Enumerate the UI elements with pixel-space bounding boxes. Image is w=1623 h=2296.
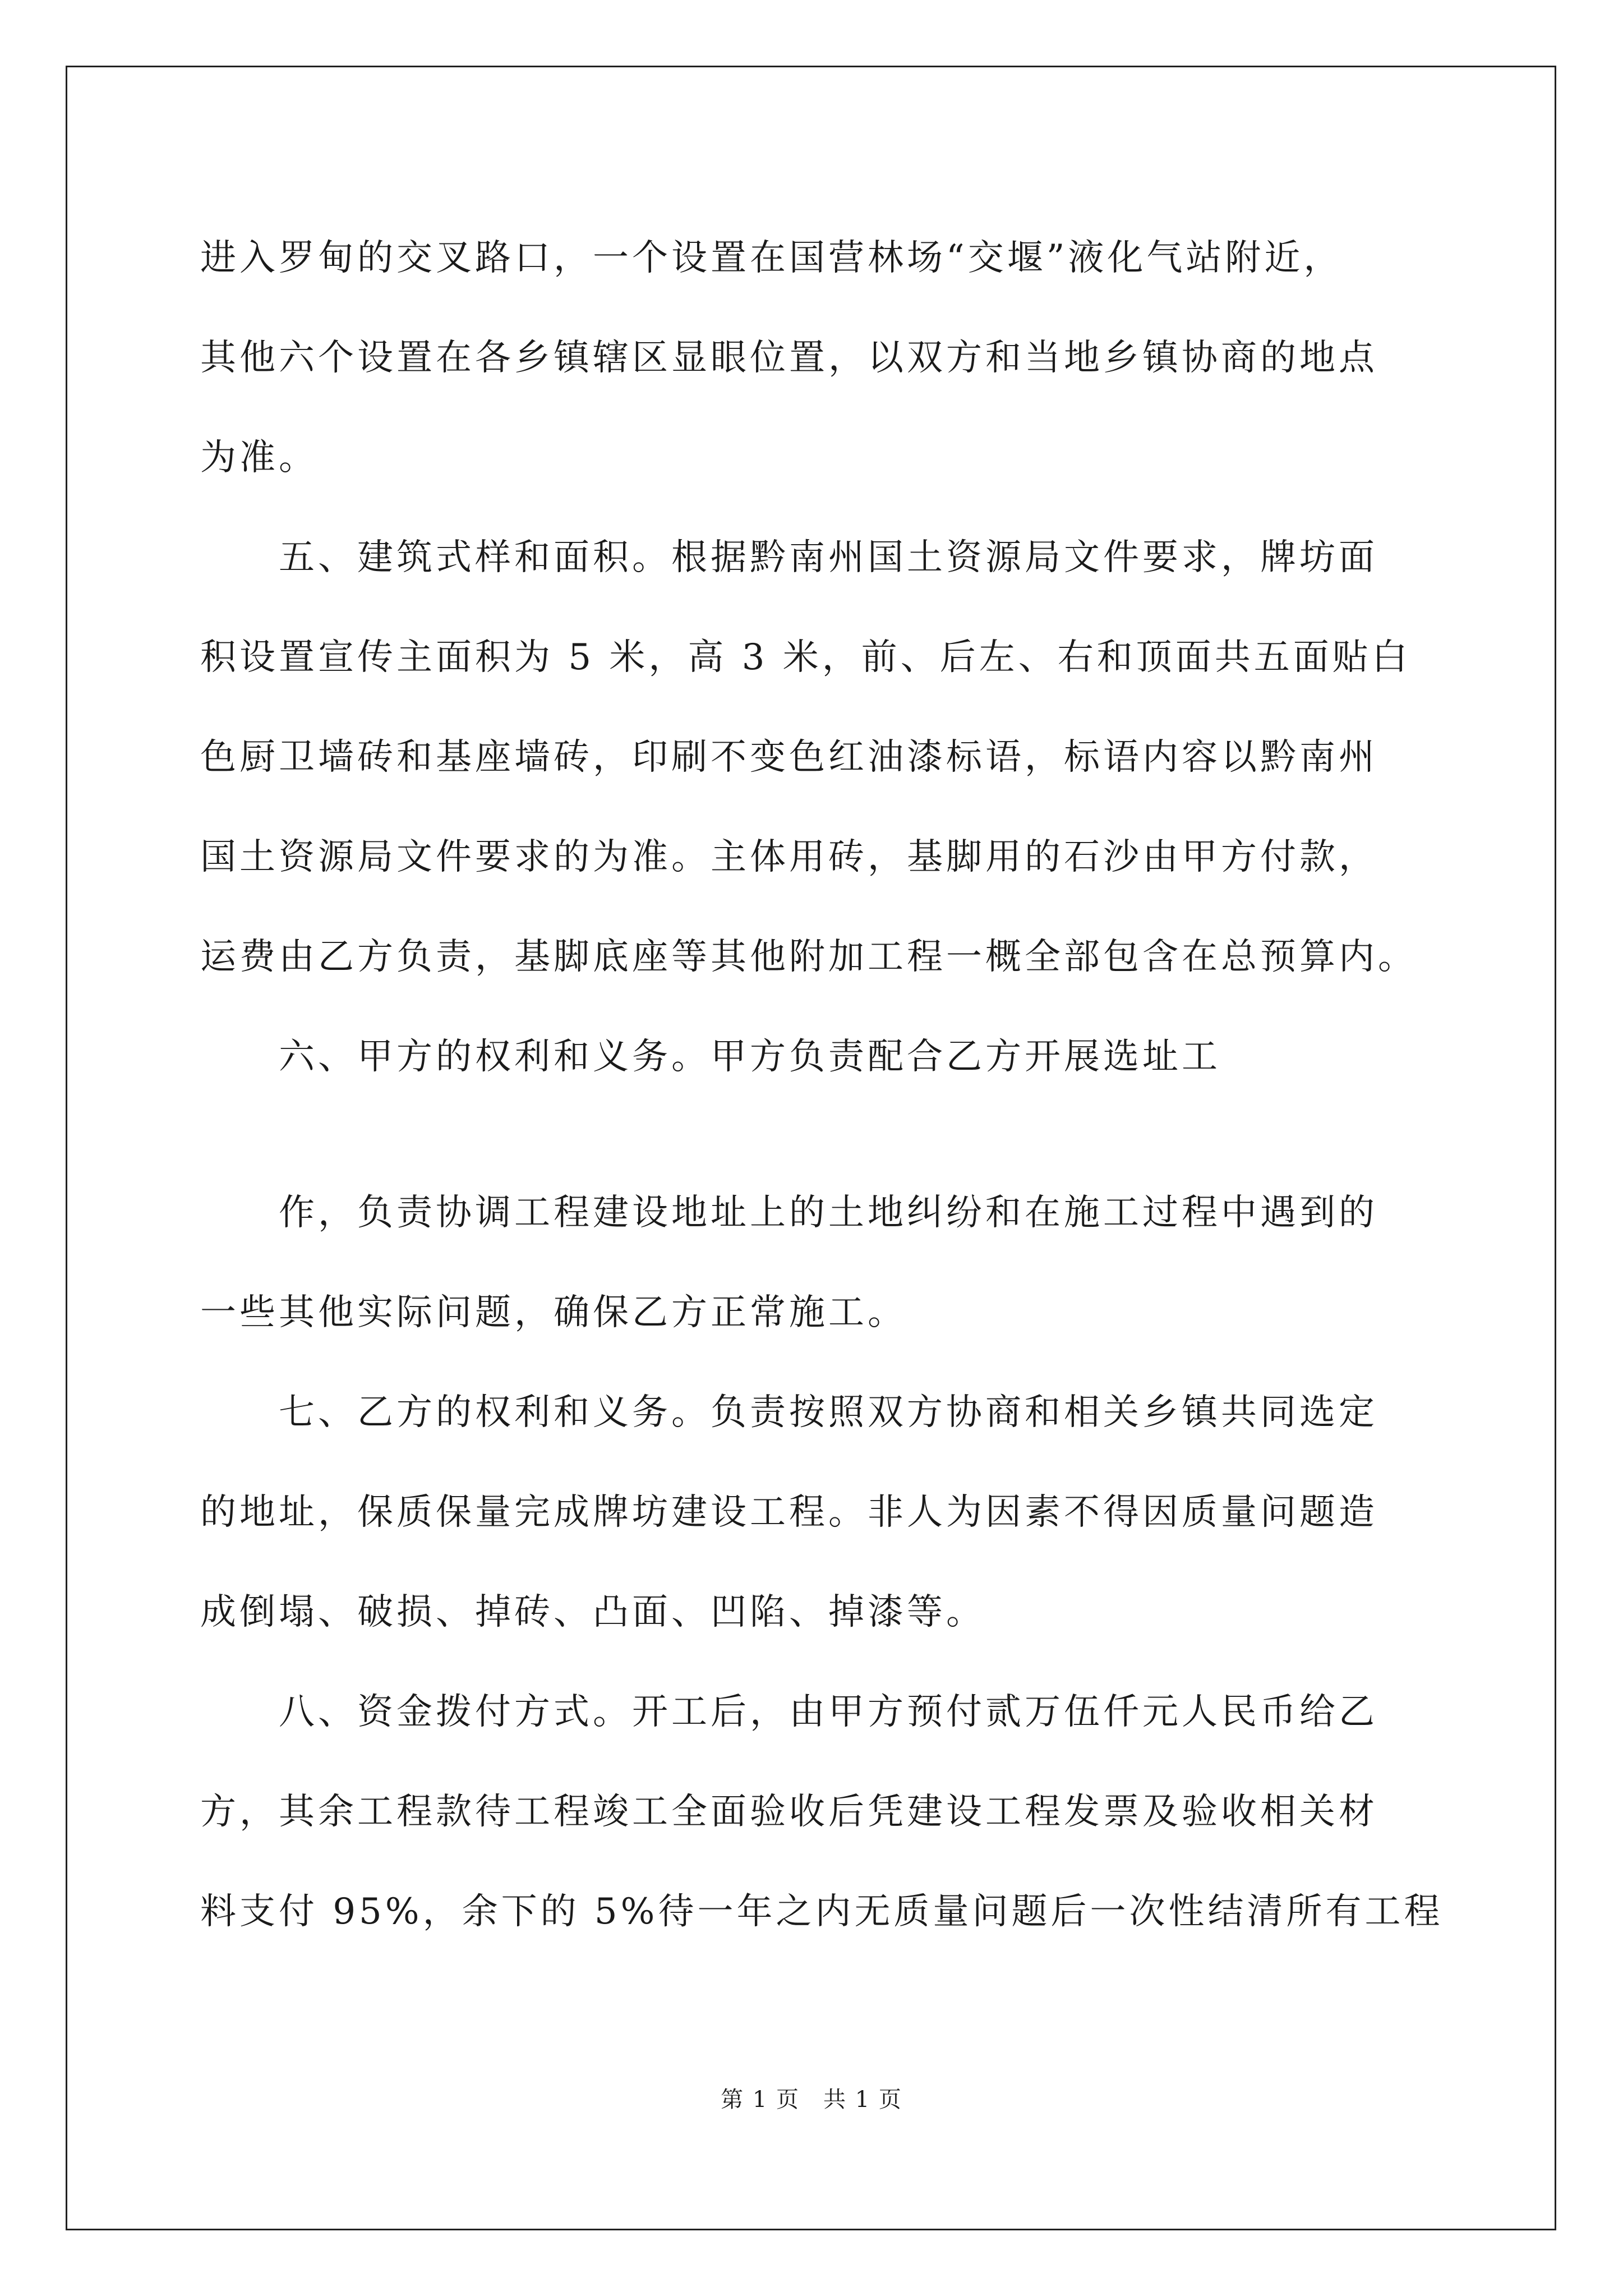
text-line-8: 运费由乙方负责，基脚底座等其他附加工程一概全部包含在总预算内。 [200,936,1417,978]
text-line-14: 成倒塌、破损、掉砖、凸面、凹陷、掉漆等。 [200,1591,985,1633]
text-line-6: 色厨卫墙砖和基座墙砖，印刷不变色红油漆标语，标语内容以黔南州 [200,737,1378,778]
text-line-16: 方，其余工程款待工程竣工全面验收后凭建设工程发票及验收相关材 [200,1791,1378,1833]
text-line-10: 作，负责协调工程建设地址上的土地纠纷和在施工过程中遇到的 [279,1192,1378,1234]
text-line-9: 六、甲方的权利和义务。甲方负责配合乙方开展选址工 [279,1036,1221,1078]
text-line-3: 为准。 [200,437,318,478]
text-line-5: 积设置宣传主面积为 5 米，高 3 米，前、后左、右和顶面共五面贴白 [200,637,1411,678]
text-line-12: 七、乙方的权利和义务。负责按照双方协商和相关乡镇共同选定 [279,1392,1378,1433]
text-line-11: 一些其他实际问题，确保乙方正常施工。 [200,1292,907,1333]
page-footer: 第 1 页 共 1 页 [721,2087,902,2113]
text-line-17: 料支付 95%，余下的 5%待一年之内无质量问题后一次性结清所有工程 [200,1891,1444,1932]
text-line-7: 国土资源局文件要求的为准。主体用砖，基脚用的石沙由甲方付款， [200,836,1378,878]
text-line-4: 五、建筑式样和面积。根据黔南州国土资源局文件要求，牌坊面 [279,537,1378,578]
text-line-13: 的地址，保质保量完成牌坊建设工程。非人为因素不得因质量问题造 [200,1492,1378,1533]
text-line-2: 其他六个设置在各乡镇辖区显眼位置，以双方和当地乡镇协商的地点 [200,337,1378,379]
text-line-1: 进入罗甸的交叉路口，一个设置在国营林场“交堰”液化气站附近， [200,237,1343,279]
text-line-15: 八、资金拨付方式。开工后，由甲方预付贰万伍仟元人民币给乙 [279,1691,1378,1733]
